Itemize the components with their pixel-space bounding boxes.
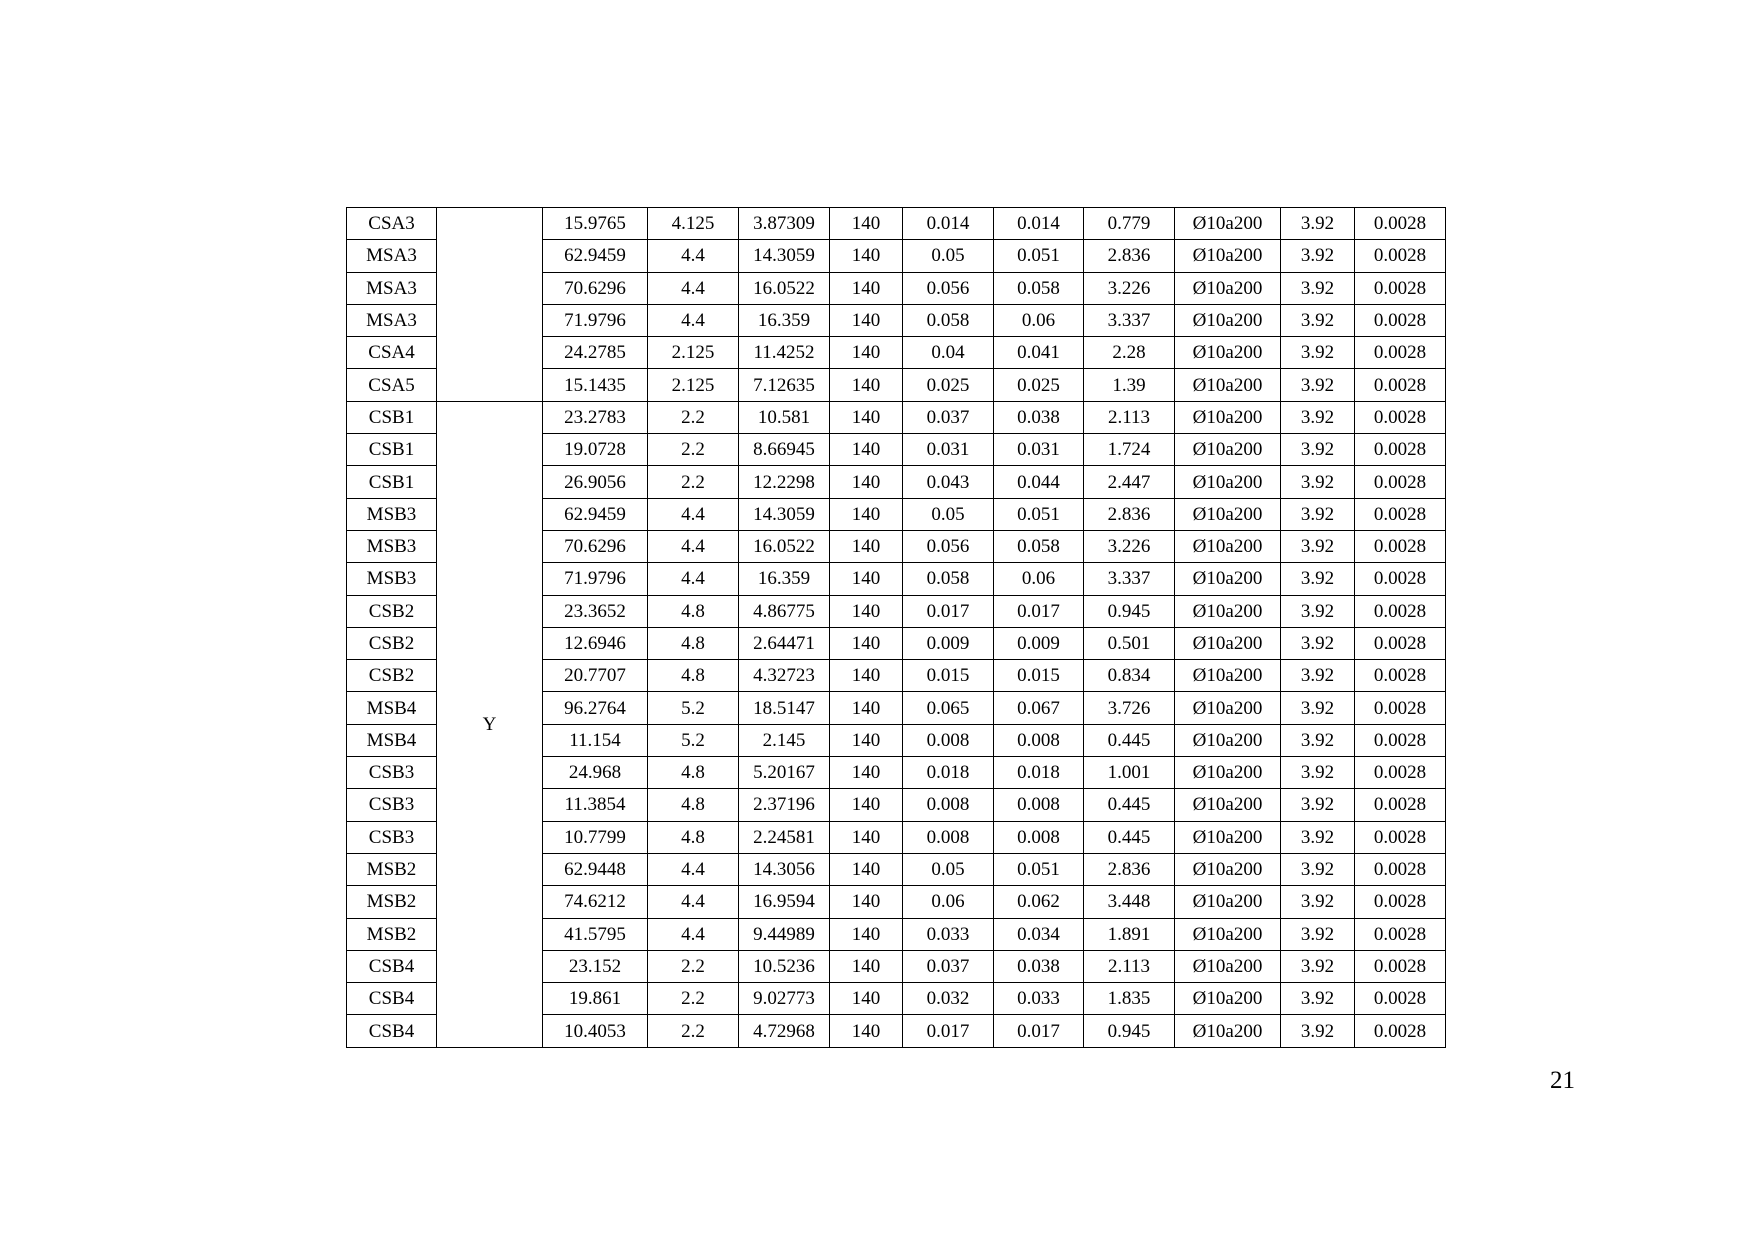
value-8-cell: 3.92	[1281, 660, 1355, 692]
value-6-cell: 0.062	[994, 886, 1084, 918]
value-7-cell: 1.724	[1084, 434, 1175, 466]
value-5-cell: 0.056	[903, 272, 994, 304]
value-6-cell: 0.067	[994, 692, 1084, 724]
value-1-cell: 19.861	[543, 983, 648, 1015]
value-9-cell: 0.0028	[1355, 208, 1446, 240]
value-3-cell: 4.32723	[739, 660, 830, 692]
value-3-cell: 9.44989	[739, 918, 830, 950]
value-2-cell: 4.8	[648, 789, 739, 821]
value-6-cell: 0.008	[994, 724, 1084, 756]
table-body	[347, 208, 1446, 1048]
value-9-cell: 0.0028	[1355, 918, 1446, 950]
value-7-cell: 2.113	[1084, 401, 1175, 433]
value-4-cell: 140	[830, 369, 903, 401]
value-6-cell: 0.041	[994, 337, 1084, 369]
rebar-cell: Ø10a200	[1175, 757, 1281, 789]
value-5-cell: 0.05	[903, 853, 994, 885]
value-2-cell: 2.125	[648, 337, 739, 369]
value-2-cell: 4.8	[648, 627, 739, 659]
value-8-cell: 3.92	[1281, 789, 1355, 821]
rebar-cell: Ø10a200	[1175, 240, 1281, 272]
value-5-cell: 0.06	[903, 886, 994, 918]
value-9-cell: 0.0028	[1355, 337, 1446, 369]
value-2-cell: 4.4	[648, 498, 739, 530]
value-4-cell: 140	[830, 304, 903, 336]
rebar-cell: Ø10a200	[1175, 272, 1281, 304]
value-9-cell: 0.0028	[1355, 595, 1446, 627]
value-6-cell: 0.008	[994, 821, 1084, 853]
value-7-cell: 3.226	[1084, 530, 1175, 562]
member-cell: CSB1	[347, 466, 437, 498]
value-4-cell: 140	[830, 724, 903, 756]
value-3-cell: 9.02773	[739, 983, 830, 1015]
member-cell: MSA3	[347, 304, 437, 336]
value-7-cell: 3.448	[1084, 886, 1175, 918]
value-3-cell: 7.12635	[739, 369, 830, 401]
value-2-cell: 4.8	[648, 595, 739, 627]
value-4-cell: 140	[830, 208, 903, 240]
value-5-cell: 0.009	[903, 627, 994, 659]
value-4-cell: 140	[830, 983, 903, 1015]
value-6-cell: 0.051	[994, 240, 1084, 272]
value-3-cell: 4.86775	[739, 595, 830, 627]
value-2-cell: 4.4	[648, 886, 739, 918]
value-3-cell: 14.3059	[739, 240, 830, 272]
value-1-cell: 24.968	[543, 757, 648, 789]
value-8-cell: 3.92	[1281, 498, 1355, 530]
value-6-cell: 0.009	[994, 627, 1084, 659]
value-9-cell: 0.0028	[1355, 627, 1446, 659]
value-2-cell: 5.2	[648, 692, 739, 724]
value-3-cell: 4.72968	[739, 1015, 830, 1047]
member-cell: MSB4	[347, 724, 437, 756]
value-2-cell: 4.4	[648, 918, 739, 950]
value-3-cell: 16.0522	[739, 530, 830, 562]
value-9-cell: 0.0028	[1355, 660, 1446, 692]
rebar-cell: Ø10a200	[1175, 724, 1281, 756]
rebar-cell: Ø10a200	[1175, 821, 1281, 853]
value-4-cell: 140	[830, 434, 903, 466]
member-cell: MSB2	[347, 853, 437, 885]
value-2-cell: 2.2	[648, 434, 739, 466]
value-5-cell: 0.018	[903, 757, 994, 789]
value-5-cell: 0.037	[903, 950, 994, 982]
value-2-cell: 4.125	[648, 208, 739, 240]
value-6-cell: 0.051	[994, 498, 1084, 530]
value-4-cell: 140	[830, 337, 903, 369]
value-5-cell: 0.015	[903, 660, 994, 692]
value-3-cell: 16.9594	[739, 886, 830, 918]
value-5-cell: 0.056	[903, 530, 994, 562]
member-cell: CSB4	[347, 1015, 437, 1047]
value-8-cell: 3.92	[1281, 272, 1355, 304]
member-cell: MSB3	[347, 498, 437, 530]
value-8-cell: 3.92	[1281, 886, 1355, 918]
value-1-cell: 15.1435	[543, 369, 648, 401]
member-cell: CSA4	[347, 337, 437, 369]
member-cell: CSA5	[347, 369, 437, 401]
value-1-cell: 11.3854	[543, 789, 648, 821]
value-3-cell: 8.66945	[739, 434, 830, 466]
value-3-cell: 12.2298	[739, 466, 830, 498]
value-6-cell: 0.015	[994, 660, 1084, 692]
rebar-cell: Ø10a200	[1175, 627, 1281, 659]
value-8-cell: 3.92	[1281, 627, 1355, 659]
value-4-cell: 140	[830, 821, 903, 853]
value-2-cell: 2.2	[648, 466, 739, 498]
value-7-cell: 0.445	[1084, 724, 1175, 756]
value-4-cell: 140	[830, 950, 903, 982]
value-3-cell: 5.20167	[739, 757, 830, 789]
member-cell: CSA3	[347, 208, 437, 240]
value-1-cell: 70.6296	[543, 272, 648, 304]
member-cell: CSB2	[347, 660, 437, 692]
value-4-cell: 140	[830, 627, 903, 659]
group-label-cell: Y	[437, 401, 543, 1047]
value-2-cell: 4.4	[648, 272, 739, 304]
value-7-cell: 0.779	[1084, 208, 1175, 240]
value-5-cell: 0.058	[903, 563, 994, 595]
value-4-cell: 140	[830, 789, 903, 821]
value-3-cell: 14.3059	[739, 498, 830, 530]
value-5-cell: 0.008	[903, 821, 994, 853]
member-cell: CSB4	[347, 950, 437, 982]
value-2-cell: 5.2	[648, 724, 739, 756]
value-3-cell: 2.145	[739, 724, 830, 756]
value-4-cell: 140	[830, 240, 903, 272]
table-row	[347, 401, 1446, 433]
value-2-cell: 4.8	[648, 821, 739, 853]
group-label-cell	[437, 208, 543, 402]
value-6-cell: 0.018	[994, 757, 1084, 789]
value-4-cell: 140	[830, 918, 903, 950]
rebar-cell: Ø10a200	[1175, 660, 1281, 692]
value-8-cell: 3.92	[1281, 337, 1355, 369]
value-6-cell: 0.058	[994, 530, 1084, 562]
value-9-cell: 0.0028	[1355, 757, 1446, 789]
value-4-cell: 140	[830, 886, 903, 918]
value-9-cell: 0.0028	[1355, 950, 1446, 982]
value-5-cell: 0.033	[903, 918, 994, 950]
value-4-cell: 140	[830, 466, 903, 498]
value-4-cell: 140	[830, 660, 903, 692]
value-3-cell: 10.581	[739, 401, 830, 433]
member-cell: MSA3	[347, 272, 437, 304]
member-cell: CSB1	[347, 434, 437, 466]
rebar-cell: Ø10a200	[1175, 466, 1281, 498]
value-1-cell: 41.5795	[543, 918, 648, 950]
member-cell: MSB3	[347, 563, 437, 595]
value-7-cell: 3.726	[1084, 692, 1175, 724]
value-8-cell: 3.92	[1281, 983, 1355, 1015]
value-6-cell: 0.058	[994, 272, 1084, 304]
value-2-cell: 4.4	[648, 530, 739, 562]
value-5-cell: 0.014	[903, 208, 994, 240]
value-4-cell: 140	[830, 498, 903, 530]
value-3-cell: 3.87309	[739, 208, 830, 240]
value-7-cell: 0.834	[1084, 660, 1175, 692]
value-7-cell: 1.39	[1084, 369, 1175, 401]
value-1-cell: 62.9459	[543, 240, 648, 272]
rebar-cell: Ø10a200	[1175, 918, 1281, 950]
value-4-cell: 140	[830, 530, 903, 562]
value-9-cell: 0.0028	[1355, 1015, 1446, 1047]
value-9-cell: 0.0028	[1355, 983, 1446, 1015]
value-8-cell: 3.92	[1281, 853, 1355, 885]
value-9-cell: 0.0028	[1355, 369, 1446, 401]
rebar-cell: Ø10a200	[1175, 337, 1281, 369]
value-7-cell: 2.113	[1084, 950, 1175, 982]
value-3-cell: 2.24581	[739, 821, 830, 853]
value-9-cell: 0.0028	[1355, 240, 1446, 272]
value-3-cell: 18.5147	[739, 692, 830, 724]
value-8-cell: 3.92	[1281, 304, 1355, 336]
value-8-cell: 3.92	[1281, 434, 1355, 466]
value-9-cell: 0.0028	[1355, 563, 1446, 595]
member-cell: MSB4	[347, 692, 437, 724]
value-7-cell: 0.945	[1084, 595, 1175, 627]
value-8-cell: 3.92	[1281, 692, 1355, 724]
rebar-cell: Ø10a200	[1175, 563, 1281, 595]
value-1-cell: 11.154	[543, 724, 648, 756]
value-1-cell: 62.9448	[543, 853, 648, 885]
rebar-cell: Ø10a200	[1175, 983, 1281, 1015]
value-8-cell: 3.92	[1281, 563, 1355, 595]
value-1-cell: 23.152	[543, 950, 648, 982]
value-8-cell: 3.92	[1281, 466, 1355, 498]
value-9-cell: 0.0028	[1355, 886, 1446, 918]
rebar-cell: Ø10a200	[1175, 886, 1281, 918]
value-6-cell: 0.044	[994, 466, 1084, 498]
value-1-cell: 26.9056	[543, 466, 648, 498]
value-5-cell: 0.065	[903, 692, 994, 724]
value-1-cell: 19.0728	[543, 434, 648, 466]
value-4-cell: 140	[830, 853, 903, 885]
value-9-cell: 0.0028	[1355, 466, 1446, 498]
rebar-cell: Ø10a200	[1175, 595, 1281, 627]
member-cell: CSB2	[347, 595, 437, 627]
value-9-cell: 0.0028	[1355, 853, 1446, 885]
value-7-cell: 1.835	[1084, 983, 1175, 1015]
value-5-cell: 0.04	[903, 337, 994, 369]
value-1-cell: 96.2764	[543, 692, 648, 724]
value-1-cell: 12.6946	[543, 627, 648, 659]
value-7-cell: 2.836	[1084, 498, 1175, 530]
value-1-cell: 20.7707	[543, 660, 648, 692]
value-4-cell: 140	[830, 692, 903, 724]
value-7-cell: 1.891	[1084, 918, 1175, 950]
value-2-cell: 4.4	[648, 240, 739, 272]
value-9-cell: 0.0028	[1355, 272, 1446, 304]
rebar-cell: Ø10a200	[1175, 692, 1281, 724]
value-4-cell: 140	[830, 272, 903, 304]
rebar-cell: Ø10a200	[1175, 304, 1281, 336]
value-9-cell: 0.0028	[1355, 724, 1446, 756]
value-5-cell: 0.031	[903, 434, 994, 466]
value-1-cell: 62.9459	[543, 498, 648, 530]
value-9-cell: 0.0028	[1355, 498, 1446, 530]
value-2-cell: 4.8	[648, 757, 739, 789]
value-6-cell: 0.038	[994, 950, 1084, 982]
value-1-cell: 71.9796	[543, 304, 648, 336]
value-6-cell: 0.06	[994, 563, 1084, 595]
value-4-cell: 140	[830, 1015, 903, 1047]
member-cell: CSB3	[347, 821, 437, 853]
value-8-cell: 3.92	[1281, 369, 1355, 401]
value-9-cell: 0.0028	[1355, 692, 1446, 724]
value-2-cell: 4.8	[648, 660, 739, 692]
value-8-cell: 3.92	[1281, 401, 1355, 433]
value-8-cell: 3.92	[1281, 1015, 1355, 1047]
value-9-cell: 0.0028	[1355, 789, 1446, 821]
member-cell: CSB1	[347, 401, 437, 433]
value-6-cell: 0.017	[994, 1015, 1084, 1047]
value-8-cell: 3.92	[1281, 530, 1355, 562]
value-3-cell: 16.0522	[739, 272, 830, 304]
value-9-cell: 0.0028	[1355, 530, 1446, 562]
value-5-cell: 0.008	[903, 724, 994, 756]
value-1-cell: 15.9765	[543, 208, 648, 240]
value-7-cell: 2.28	[1084, 337, 1175, 369]
value-6-cell: 0.014	[994, 208, 1084, 240]
value-9-cell: 0.0028	[1355, 401, 1446, 433]
value-8-cell: 3.92	[1281, 595, 1355, 627]
value-7-cell: 2.836	[1084, 240, 1175, 272]
value-2-cell: 4.4	[648, 563, 739, 595]
value-6-cell: 0.017	[994, 595, 1084, 627]
value-5-cell: 0.037	[903, 401, 994, 433]
value-5-cell: 0.05	[903, 498, 994, 530]
member-cell: CSB3	[347, 789, 437, 821]
value-7-cell: 0.501	[1084, 627, 1175, 659]
value-7-cell: 0.445	[1084, 821, 1175, 853]
member-cell: MSA3	[347, 240, 437, 272]
value-2-cell: 4.4	[648, 853, 739, 885]
value-7-cell: 3.226	[1084, 272, 1175, 304]
value-1-cell: 23.3652	[543, 595, 648, 627]
value-1-cell: 74.6212	[543, 886, 648, 918]
value-4-cell: 140	[830, 595, 903, 627]
value-4-cell: 140	[830, 757, 903, 789]
rebar-cell: Ø10a200	[1175, 434, 1281, 466]
value-2-cell: 2.2	[648, 950, 739, 982]
value-5-cell: 0.017	[903, 1015, 994, 1047]
value-8-cell: 3.92	[1281, 240, 1355, 272]
value-6-cell: 0.025	[994, 369, 1084, 401]
value-2-cell: 4.4	[648, 304, 739, 336]
value-3-cell: 14.3056	[739, 853, 830, 885]
rebar-cell: Ø10a200	[1175, 950, 1281, 982]
member-cell: MSB2	[347, 918, 437, 950]
member-cell: CSB2	[347, 627, 437, 659]
value-9-cell: 0.0028	[1355, 304, 1446, 336]
value-1-cell: 24.2785	[543, 337, 648, 369]
value-1-cell: 71.9796	[543, 563, 648, 595]
value-5-cell: 0.025	[903, 369, 994, 401]
value-8-cell: 3.92	[1281, 950, 1355, 982]
rebar-cell: Ø10a200	[1175, 853, 1281, 885]
value-5-cell: 0.008	[903, 789, 994, 821]
value-8-cell: 3.92	[1281, 724, 1355, 756]
value-8-cell: 3.92	[1281, 918, 1355, 950]
value-1-cell: 10.4053	[543, 1015, 648, 1047]
value-1-cell: 10.7799	[543, 821, 648, 853]
value-5-cell: 0.032	[903, 983, 994, 1015]
member-cell: CSB4	[347, 983, 437, 1015]
value-8-cell: 3.92	[1281, 208, 1355, 240]
member-cell: CSB3	[347, 757, 437, 789]
value-3-cell: 2.64471	[739, 627, 830, 659]
value-8-cell: 3.92	[1281, 821, 1355, 853]
value-7-cell: 3.337	[1084, 563, 1175, 595]
rebar-cell: Ø10a200	[1175, 498, 1281, 530]
value-3-cell: 10.5236	[739, 950, 830, 982]
value-3-cell: 11.4252	[739, 337, 830, 369]
rebar-cell: Ø10a200	[1175, 789, 1281, 821]
value-7-cell: 0.945	[1084, 1015, 1175, 1047]
rebar-cell: Ø10a200	[1175, 530, 1281, 562]
value-5-cell: 0.05	[903, 240, 994, 272]
value-3-cell: 16.359	[739, 304, 830, 336]
value-2-cell: 2.2	[648, 1015, 739, 1047]
rebar-cell: Ø10a200	[1175, 208, 1281, 240]
table-row	[347, 208, 1446, 240]
value-9-cell: 0.0028	[1355, 434, 1446, 466]
value-6-cell: 0.051	[994, 853, 1084, 885]
value-6-cell: 0.06	[994, 304, 1084, 336]
value-6-cell: 0.038	[994, 401, 1084, 433]
member-cell: MSB2	[347, 886, 437, 918]
value-3-cell: 2.37196	[739, 789, 830, 821]
value-8-cell: 3.92	[1281, 757, 1355, 789]
value-6-cell: 0.008	[994, 789, 1084, 821]
value-7-cell: 2.836	[1084, 853, 1175, 885]
rebar-cell: Ø10a200	[1175, 1015, 1281, 1047]
value-4-cell: 140	[830, 563, 903, 595]
value-4-cell: 140	[830, 401, 903, 433]
value-1-cell: 70.6296	[543, 530, 648, 562]
slab-reinforcement-table	[346, 207, 1446, 1048]
value-6-cell: 0.031	[994, 434, 1084, 466]
value-2-cell: 2.2	[648, 983, 739, 1015]
value-1-cell: 23.2783	[543, 401, 648, 433]
value-7-cell: 1.001	[1084, 757, 1175, 789]
value-5-cell: 0.043	[903, 466, 994, 498]
rebar-cell: Ø10a200	[1175, 369, 1281, 401]
value-7-cell: 2.447	[1084, 466, 1175, 498]
value-6-cell: 0.033	[994, 983, 1084, 1015]
value-7-cell: 0.445	[1084, 789, 1175, 821]
value-2-cell: 2.2	[648, 401, 739, 433]
page-number: 21	[1550, 1067, 1575, 1094]
member-cell: MSB3	[347, 530, 437, 562]
value-5-cell: 0.058	[903, 304, 994, 336]
value-5-cell: 0.017	[903, 595, 994, 627]
value-2-cell: 2.125	[648, 369, 739, 401]
value-9-cell: 0.0028	[1355, 821, 1446, 853]
value-7-cell: 3.337	[1084, 304, 1175, 336]
value-6-cell: 0.034	[994, 918, 1084, 950]
value-3-cell: 16.359	[739, 563, 830, 595]
rebar-cell: Ø10a200	[1175, 401, 1281, 433]
